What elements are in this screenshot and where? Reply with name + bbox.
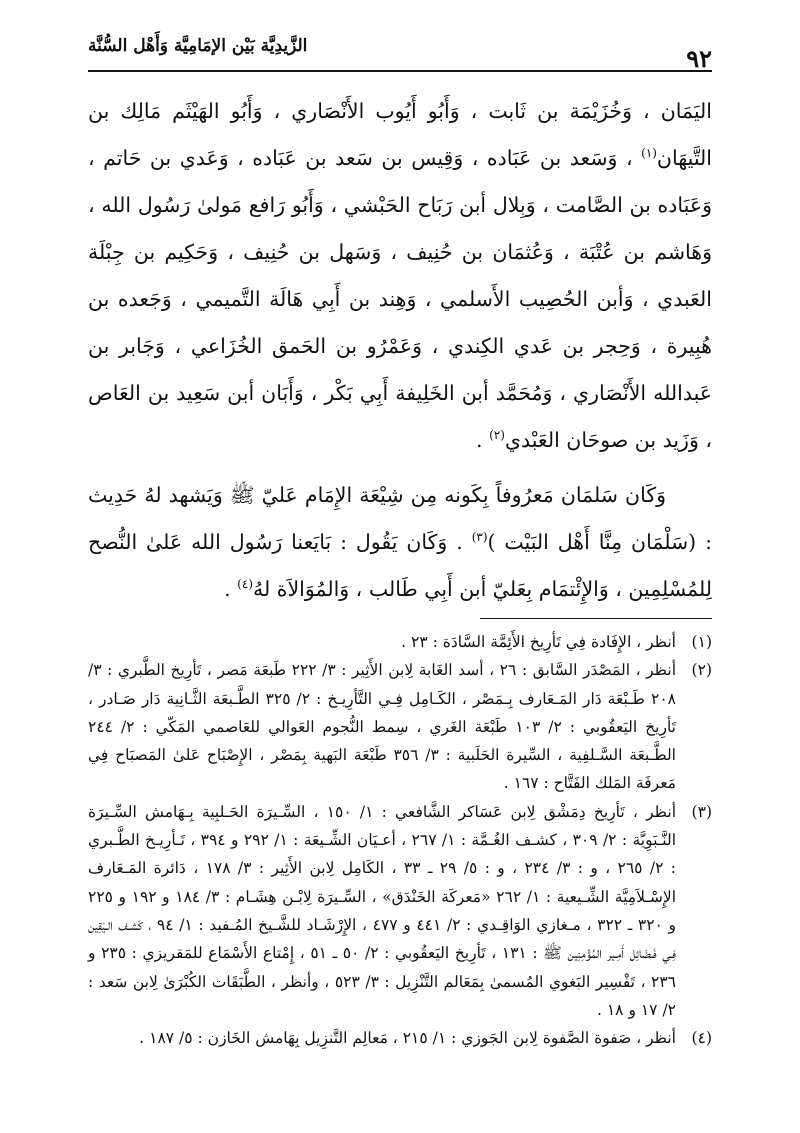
- footnote-number: (١): [691, 633, 712, 651]
- paragraph-1-part-2: ، وَسَعد بن عَبَاده ، وَقِيس بن سَعد بن عَبَاده ، وَعَدي بن حَاتم ، وَعَبَاده بن الصَّامت ، وَبِلال أبن رَبَاح الحَبْشي ، وَأَبُو رَافع مَولىٰ رَسُول الله ، وَهَاشم بن عُتْبَة ، وَعُثمَان بن حُنِيف ، وَسَهل بن حُنِيف ، وَحَكِيم بن جِبْلَة العَبدي ، وَأبن الحُصِيب الأَسلمي ، وَهِند بن أَبِي هَالَة التَّميمي ، وَجَعده بن هُبِيرة ، وَحِجر بن عَدي الكِندي ، وَعَمْرُو بن الحَمق الخُزَاعي ، وَجَابر بن عَبدالله الأَنْصَاري ، وَمُحَمَّد أبن الخَلِيفة أَبِي بَكْر ، وَأَبَان أبن سَعِيد بن العَاص ، وَزَيد بن صوحَان العَبْدي: [88, 146, 712, 452]
- paragraph-1: [88, 88, 712, 464]
- footnote-text: أنظر ، صَفوة الصَّفوة لِابن الجَوزي : ١/ ٢١٥ ، مَعالِم التَّنزِيل بِهَامش الخَازن : ٥/ ١٨٧ .: [139, 1029, 676, 1048]
- paragraph-2-part-1: وَكَان سَلمَان مَعرُوفاً بِكَونه مِن شِيْعَة الإِمَام عَليّ ﷺ وَيَشهد لهُ حَدِيث : (سَلْمَان مِنَّا أَهْل البَيْت ): [88, 483, 712, 554]
- page-number: ٩٢: [686, 44, 712, 73]
- paragraph-2: [88, 472, 712, 613]
- footnote-3: [88, 798, 712, 1024]
- footnote-text: أنظر ، تَأرِيخ دِمَشْق لِابن عَسَاكر الشَّافعي : ١/ ١٥٠ ، السِّـيرَة الحَـلبِية بِـهَامش السِّـيرَة النَّـبَوِيَّة : ٢/ ٣٠٩ ، كشـف الغُـمَّة : ١/ ٢٦٧ ، أعـيَان الشِّـيعَة : ١/ ٢٩٢ و ٣٩٤ ، تَـأرِيـخ الطَّـبري : ٢/ ٢٦٥ ، و : ٣/ ٢٣٤ ، و : ٥/ ٢٩ ـ ٣٣ ، الكَامِل لِابن الأَثِير : ٣/ ١٧٨ ، دَائرة المَـعَارف الإِسْـلاَمِيَّة الشِّـيعية : ١/ ٢٦٢ «مَعركَة الخَنْدَق» ، السِّـيرَة لِابْـن هِشَـام : ٣/ ١٨٤ و ١٩٢ و ٢٢٥ و ٣٢٠ ـ ٣٢٢ ، مـغازي الوَاقِـدي : ٢/ ٤٤١ و ٤٧٧ ، الإِرْشَـاد للشَّـيخ المُـفيد : ١/ ٩٤ ، كَشـف الـيَقِين فِـي فَـضَائِل أَمِـير المُؤْمِنِين ﷺ : ١٣١ ، تَأرِيخ اليَعقُوبي : ٢/ ٥٠ ـ ٥١ ، إِمْتاع الأَسْمَاع للمَقريزي : ٢٣٥ و ٢٣٦ ، تَفْسِير البَغوي المُسمىٰ بِمَعَالم التَّنْزِيل : ٣/ ٥٢٣ ، وأنظر ، الطَّبَقَات الكُبْرَىٰ لِابن سَعد : ٢/ ١٧ و ١٨ .: [88, 802, 677, 1019]
- running-title: الزَّيدِيَّة بَيْن الإمَامِيَّة وَأَهْل السُّنَّة: [88, 36, 308, 56]
- footnote-separator: [480, 618, 712, 619]
- footnote-ref-4: (٤): [237, 577, 253, 592]
- footnotes: [88, 628, 712, 1052]
- footnote-2: [88, 656, 712, 797]
- paragraph-2-part-2: . وَكَان يَقُول : بَايَعنا رَسُول الله عَلىٰ النُّصح لِلمُسْلِمِين ، وَالإِئْتمَام بِعَليّ أبن أَبِي طَالب ، وَالمُوَالاَة لهُ: [88, 530, 712, 601]
- footnote-number: (٢): [691, 661, 712, 680]
- footnote-ref-3: (٣): [471, 530, 488, 545]
- header-rule: [88, 70, 712, 72]
- footnote-4: [88, 1024, 712, 1052]
- paragraph-2-part-3: .: [224, 577, 231, 601]
- footnote-ref-1: (١): [641, 146, 657, 161]
- footnote-number: (٣): [691, 802, 712, 821]
- main-text: [88, 88, 712, 613]
- footnote-text: أنظر ، الإِفَادة فِي تَأرِيخ الأَئِمَّة السَّادَة : ٢٣ .: [401, 633, 676, 651]
- paragraph-1-part-3: .: [476, 428, 483, 452]
- footnote-1: [88, 628, 712, 656]
- footnote-text: أنظر ، المَصْدَر السَّابق : ٢٦ ، أسد الغَابة لِابن الأَثِير : ٣/ ٢٢٢ طَبعَة مَصر ، تَأرِيخ الطَّبري : ٣/ ٢٠٨ طَـبْعَة دَار المَـعَارف بِـمَصْر ، الكَـامِل فِـي التَّأرِيـخ : ٢/ ٣٢٥ الطَّـبعَة الثَّـانِية دَار صَـادر ، تَأرِيخ اليَعقُوبي : ٢/ ١٠٣ طَبْعَة الغَري ، سِمط النُّجوم العَوالي للعَاصمي المَكّي : ٢/ ٢٤٤ الطَّـبعَة السَّـلفِية ، السِّيرة الحَلَبية : ٣/ ٣٥٦ طَبْعَة البَهية بِمَصْر ، الإِصْبَاح عَلىٰ المَصبَاح فِي مَعرفَة المَلك الفَتَّاح : ١٦٧ .: [88, 661, 677, 793]
- footnote-number: (٤): [691, 1029, 712, 1048]
- footnote-ref-2: (٢): [489, 428, 505, 443]
- page-header: [88, 22, 712, 73]
- paragraph-1-part-1: اليَمَان ، وَخُزَيْمَة بن ثَابت ، وَأَبُو أَيُوب الأَنْصَاري ، وَأَبُو الهَيْثَم مَالِك بن التَّيهَان: [88, 99, 712, 170]
